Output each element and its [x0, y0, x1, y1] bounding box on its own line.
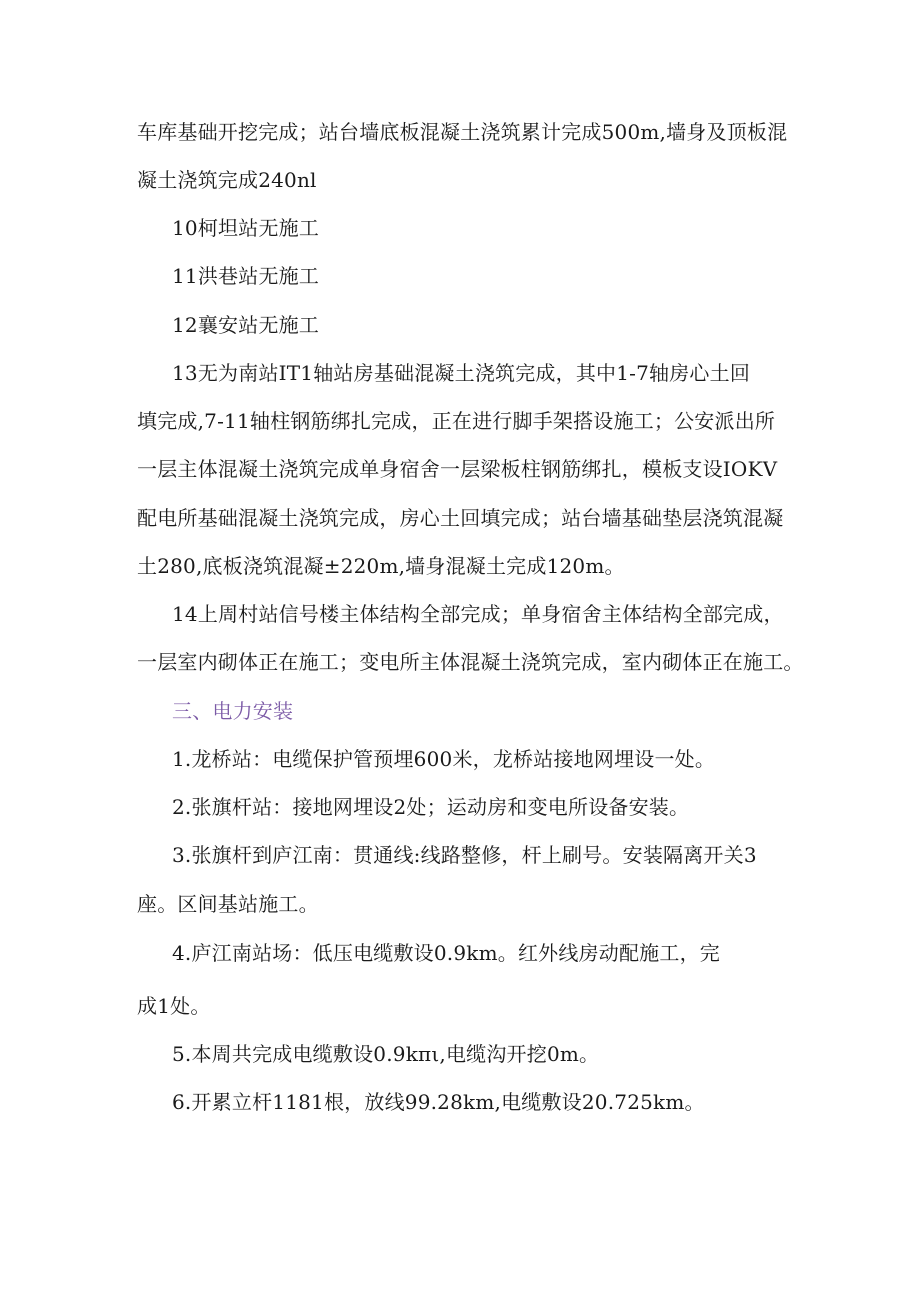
text-line-7: 填完成,7-11轴柱钢筋绑扎完成，正在进行脚手架搭设施工；公安派出所	[137, 409, 776, 433]
text-line-8: 一层主体混凝土浇筑完成单身宿舍一层梁板柱钢筋绑扎，模板支设IOKV	[137, 457, 778, 481]
text-line-12: 一层室内砌体正在施工；变电所主体混凝土浇筑完成，室内砌体正在施工。	[137, 650, 804, 674]
text-line-16: 3.张旗杆到庐江南：贯通线:线路整修，杆上刷号。安装隔离开关3	[172, 843, 757, 867]
text-line-1: 车库基础开挖完成；站台墙底板混凝土浇筑累计完成500m,墙身及顶板混	[137, 120, 788, 144]
text-line-14: 1.龙桥站：电缆保护管预埋600米，龙桥站接地网埋设一处。	[172, 747, 716, 771]
text-line-4: 11洪巷站无施工	[172, 264, 320, 288]
text-line-19: 成1处。	[137, 994, 211, 1018]
text-line-15: 2.张旗杆站：接地网埋设2处；运动房和变电所设备安装。	[172, 795, 690, 819]
text-line-10: 土280,底板浇筑混凝±220m,墙身混凝土完成120m。	[137, 554, 625, 578]
text-line-11: 14上周村站信号楼主体结构全部完成；单身宿舍主体结构全部完成，	[172, 602, 784, 626]
text-line-5: 12襄安站无施工	[172, 313, 320, 337]
text-line-9: 配电所基础混凝土浇筑完成，房心土回填完成；站台墙基础垫层浇筑混凝	[137, 506, 784, 530]
text-line-6: 13无为南站IT1轴站房基础混凝土浇筑完成，其中1-7轴房心土回	[172, 361, 751, 385]
text-line-18: 4.庐江南站场：低压电缆敷设0.9km。红外线房动配施工，完	[172, 941, 720, 965]
text-line-2: 凝土浇筑完成240nl	[137, 168, 317, 192]
text-line-3: 10柯坦站无施工	[172, 216, 320, 240]
text-line-17: 座。区间基站施工。	[137, 892, 319, 916]
section-heading: 三、电力安装	[172, 699, 294, 723]
text-line-21: 6.开累立杆1181根，放线99.28km,电缆敷设20.725km。	[172, 1090, 705, 1114]
text-line-20: 5.本周共完成电缆敷设0.9kπι,电缆沟开挖0m。	[172, 1042, 600, 1066]
